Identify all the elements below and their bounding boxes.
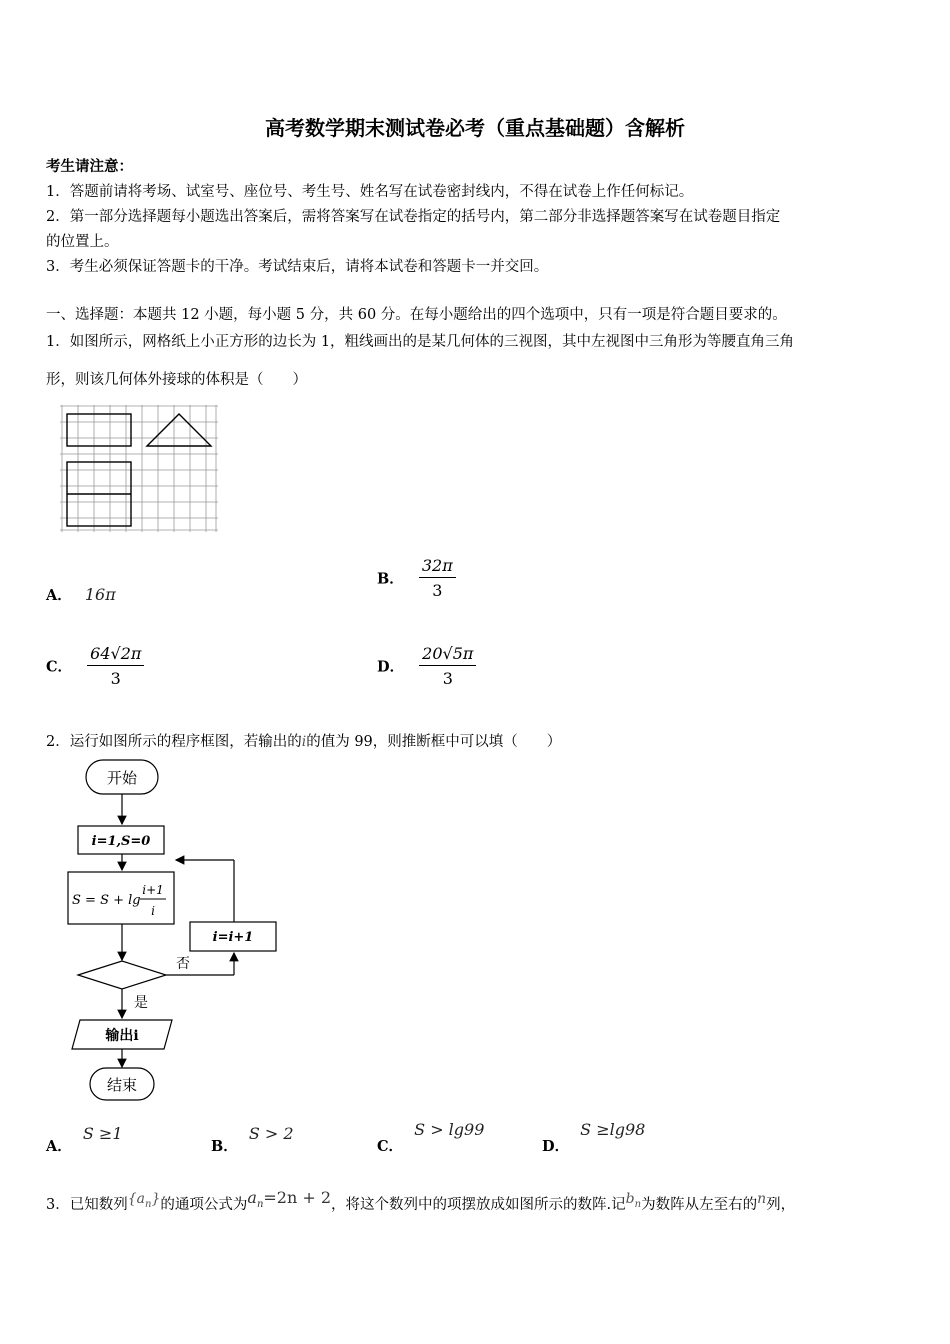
q3-formula-sub: n xyxy=(256,1199,264,1211)
q1-option-b-num: 32π xyxy=(419,556,456,578)
q2-option-d[interactable] xyxy=(542,1120,645,1156)
q1-option-b[interactable] xyxy=(377,556,456,600)
flow-init-label: i=1,S=0 xyxy=(91,834,151,849)
page-title: 高考数学期末测试卷必考（重点基础题）含解析 xyxy=(265,116,685,140)
q1-option-b-label: B． xyxy=(377,570,404,588)
q3-part4: 为数阵从左至右的 xyxy=(641,1197,758,1213)
q3-n: n xyxy=(757,1191,767,1207)
q2-option-a[interactable] xyxy=(46,1124,123,1156)
q1-option-d[interactable] xyxy=(377,644,476,688)
q1-option-c-label: C． xyxy=(46,658,73,676)
q1-option-a[interactable] xyxy=(46,584,116,605)
q2-option-b-value: S > 2 xyxy=(248,1124,294,1143)
notice-item-3: 3．考生必须保证答题卡的干净。考试结束后，请将本试卷和答题卡一并交回。 xyxy=(46,259,549,275)
flow-end-label: 结束 xyxy=(106,1076,138,1094)
q1-option-c-num: 64√2π xyxy=(87,644,144,666)
q3-formula-a: a xyxy=(247,1188,257,1207)
q1-option-d-label: D． xyxy=(377,658,405,676)
flow-assign-label: S = S + lg xyxy=(72,893,141,908)
q2-option-d-label: D． xyxy=(542,1138,570,1155)
q3-seq: $\{a_n\}$ xyxy=(127,1191,161,1210)
q3-formula-rhs: =2n + 2 xyxy=(263,1188,332,1207)
front-view xyxy=(67,414,131,446)
notice-item-2: 2．第一部分选择题每小题选出答案后，需将答案写在试卷指定的括号内，第二部分非选择题答案写在试卷题目指定 xyxy=(46,209,781,225)
q3-b xyxy=(625,1191,642,1210)
three-view-diagram xyxy=(60,404,220,534)
q2-text-before: 2．运行如图所示的程序框图，若输出的 xyxy=(46,734,302,750)
notice-heading: 考生请注意： xyxy=(46,158,133,175)
q3-part1: 3．已知数列 xyxy=(46,1197,128,1213)
q3-part5: 列， xyxy=(766,1197,796,1213)
q1-option-d-den: 3 xyxy=(442,669,453,688)
flow-output-label: 输出i xyxy=(105,1028,139,1044)
q2-option-c-label: C． xyxy=(377,1138,404,1155)
q1-text-line1: 1．如图所示，网格纸上小正方形的边长为 1，粗线画出的是某几何体的三视图，其中左视图中三角形为等腰直角三角 xyxy=(46,334,795,350)
q2-option-c-value: S > lg99 xyxy=(414,1120,485,1139)
flow-decision-node xyxy=(78,961,166,989)
section-heading: 一、选择题：本题共 12 小题，每小题 5 分，共 60 分。在每小题给出的四个选项中，只有一项是符合题目要求的。 xyxy=(46,307,787,323)
q1-option-a-label: A． xyxy=(46,587,72,604)
q2-option-a-label: A． xyxy=(46,1138,72,1155)
q1-option-a-value: 16π xyxy=(84,585,116,604)
q2-option-d-value: S ≥lg98 xyxy=(580,1120,646,1139)
q3-part2: 的通项公式为 xyxy=(160,1197,248,1213)
q3-b-sub: n xyxy=(634,1198,642,1210)
q2-text-after: 的值为 99，则推断框中可以填（ ） xyxy=(306,734,562,750)
q3-b-letter: b xyxy=(625,1191,635,1207)
q2-option-b-label: B． xyxy=(211,1138,238,1155)
q2-var: i xyxy=(301,734,307,750)
flow-assign-num: i+1 xyxy=(142,883,164,897)
q3-part3: ，将这个数列中的项摆放成如图所示的数阵.记 xyxy=(331,1197,626,1213)
q3-seq-a: a xyxy=(136,1191,146,1207)
q3-seq-sub: n xyxy=(145,1198,152,1210)
side-view xyxy=(147,414,211,446)
q1-option-c[interactable] xyxy=(46,644,144,688)
flow-start-label: 开始 xyxy=(106,769,138,787)
flowchart xyxy=(60,756,290,1106)
flow-incr-label: i=i+1 xyxy=(212,930,254,945)
q1-option-b-den: 3 xyxy=(432,581,443,600)
q1-option-d-num: 20√5π xyxy=(419,644,476,666)
q2-option-a-value: S ≥1 xyxy=(82,1124,123,1143)
q3-text xyxy=(46,1188,795,1214)
notice-item-1: 1．答题前请将考场、试室号、座位号、考生号、姓名写在试卷密封线内，不得在试卷上作任何标记。 xyxy=(46,184,694,200)
q1-text-line2: 形，则该几何体外接球的体积是（ ） xyxy=(46,372,307,388)
q3-formula xyxy=(247,1188,332,1211)
q2-option-c[interactable] xyxy=(377,1120,484,1156)
notice-item-2-cont: 的位置上。 xyxy=(46,234,119,250)
flow-no-label: 否 xyxy=(176,956,190,972)
q1-option-c-den: 3 xyxy=(110,669,121,688)
flow-assign-den: i xyxy=(151,904,155,918)
flow-yes-label: 是 xyxy=(134,995,148,1011)
q2-text xyxy=(46,730,561,751)
q2-option-b[interactable] xyxy=(211,1124,294,1156)
